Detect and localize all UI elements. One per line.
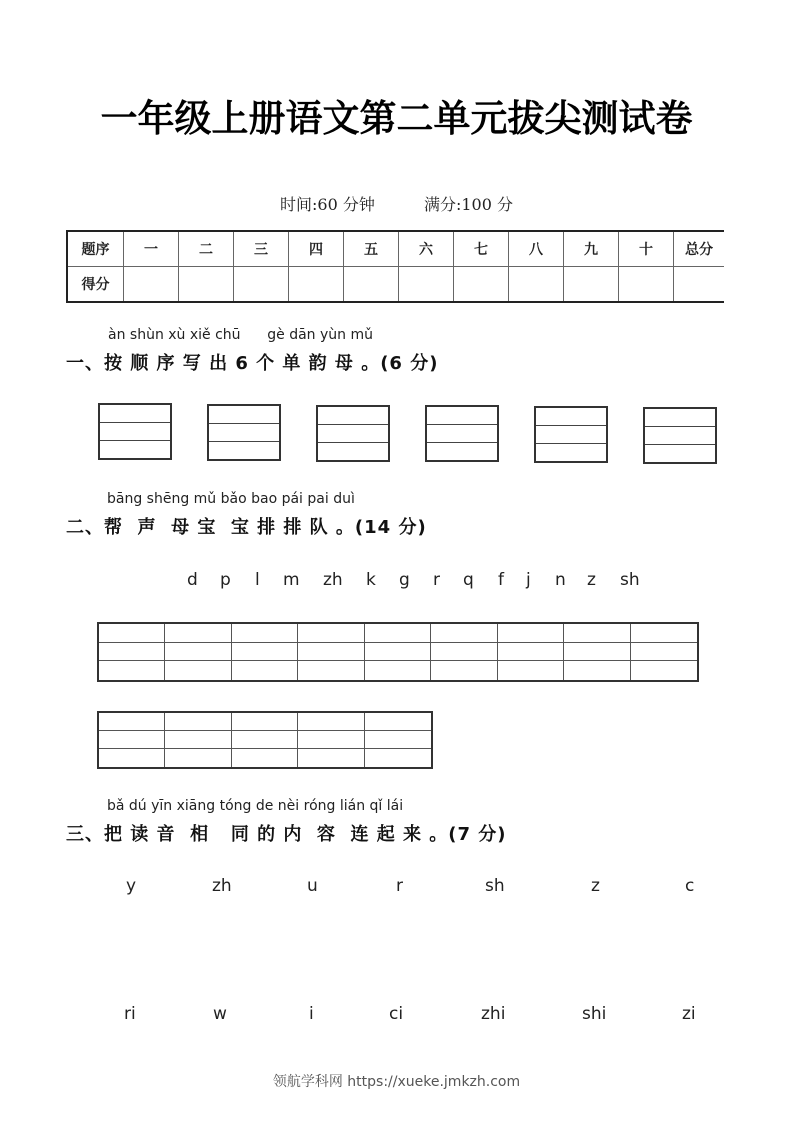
score-cell[interactable] [399,267,454,303]
initial-letter: l [255,570,260,590]
score-col-9: 九 [564,231,619,267]
match-item-bottom[interactable]: zhi [481,1004,506,1024]
answer-grid-2[interactable] [97,711,433,769]
score-col-7: 七 [454,231,509,267]
matching-bottom-row [0,1004,793,1028]
match-item-bottom[interactable]: w [213,1004,227,1024]
initial-letter: d [187,570,198,590]
score-cell[interactable] [234,267,289,303]
score-col-1: 一 [124,231,179,267]
initial-letter: zh [323,570,343,590]
initial-letter: g [399,570,410,590]
writing-box[interactable] [207,404,281,461]
initial-letter: f [498,570,504,590]
score-col-10: 十 [619,231,674,267]
match-item-bottom[interactable]: ci [389,1004,404,1024]
writing-box[interactable] [425,405,499,462]
match-item-bottom[interactable]: shi [582,1004,607,1024]
score-col-8: 八 [509,231,564,267]
match-item-bottom[interactable]: ri [124,1004,136,1024]
score-table-header-row [67,231,724,267]
section-2-heading: 二、帮 声 母 宝 宝 排 排 队 。(14 分) [66,517,427,538]
score-table-row-label: 得分 [67,267,124,303]
match-item-top[interactable]: zh [212,876,232,896]
match-item-top[interactable]: u [307,876,318,896]
score-cell[interactable] [179,267,234,303]
score-cell[interactable] [619,267,674,303]
initial-letter: z [587,570,596,590]
writing-box[interactable] [316,405,390,462]
score-cell[interactable] [344,267,399,303]
initial-letter: sh [620,570,640,590]
exam-time: 时间:60 分钟 [280,195,375,214]
exam-full-score: 满分:100 分 [423,195,513,214]
score-cell[interactable] [454,267,509,303]
footer-watermark: 领航学科网 https://xueke.jmkzh.com [272,1074,521,1090]
match-item-top[interactable]: r [396,876,403,896]
initials-list [0,570,793,594]
match-item-top[interactable]: sh [485,876,505,896]
initial-letter: n [555,570,566,590]
section-2-pinyin: bāng shēng mǔ bǎo bao pái pai duì [107,491,355,507]
section-3-pinyin: bǎ dú yīn xiāng tóng de nèi róng lián qǐ lái [107,798,404,814]
initial-letter: j [526,570,531,590]
match-item-bottom[interactable]: i [309,1004,314,1024]
initial-letter: k [366,570,376,590]
writing-box[interactable] [643,407,717,464]
writing-box[interactable] [534,406,608,463]
page-title: 一年级上册语文第二单元拔尖测试卷 [100,97,693,140]
score-col-total: 总分 [674,231,725,267]
score-cell[interactable] [564,267,619,303]
section-1-pinyin: àn shùn xù xiě chū gè dān yùn mǔ [108,327,373,343]
score-col-5: 五 [344,231,399,267]
section-3-heading: 三、把 读 音 相 同 的 内 容 连 起 来 。(7 分) [66,824,507,845]
score-table-score-row [67,267,724,303]
score-col-3: 三 [234,231,289,267]
section-1-heading: 一、按 顺 序 写 出 6 个 单 韵 母 。(6 分) [66,353,439,374]
score-cell[interactable] [124,267,179,303]
match-item-top[interactable]: z [591,876,600,896]
initial-letter: p [220,570,231,590]
initial-letter: q [463,570,474,590]
score-col-6: 六 [399,231,454,267]
initial-letter: m [283,570,300,590]
score-table [66,230,724,303]
writing-box[interactable] [98,403,172,460]
match-item-top[interactable]: c [685,876,695,896]
exam-meta [0,192,793,215]
score-table-row-label: 题序 [67,231,124,267]
score-cell[interactable] [509,267,564,303]
matching-top-row [0,876,793,900]
initial-letter: r [433,570,440,590]
match-item-top[interactable]: y [126,876,137,896]
score-cell[interactable] [289,267,344,303]
match-item-bottom[interactable]: zi [682,1004,696,1024]
answer-grid-1[interactable] [97,622,699,682]
score-col-4: 四 [289,231,344,267]
score-cell-total[interactable] [674,267,725,303]
score-col-2: 二 [179,231,234,267]
